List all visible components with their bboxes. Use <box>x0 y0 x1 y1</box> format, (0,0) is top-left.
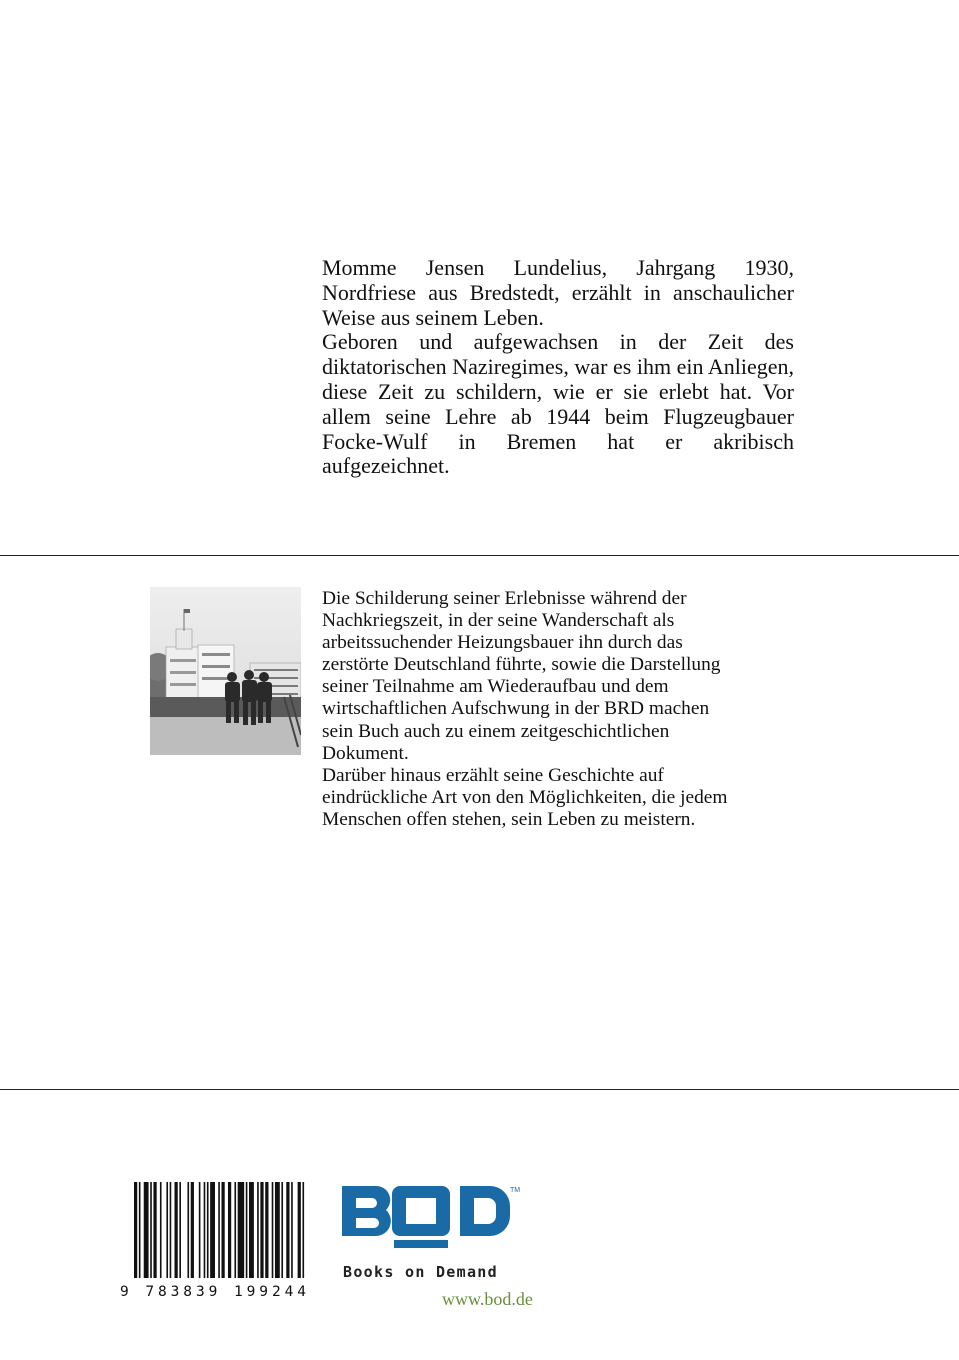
barcode-bar <box>210 1182 215 1278</box>
barcode-bar <box>249 1182 254 1278</box>
barcode-bar <box>281 1182 283 1278</box>
barcode-bar <box>265 1182 268 1278</box>
text-line: arbeitssuchender Heizungsbauer ihn durch das <box>322 632 683 654</box>
blurb-bottom-paragraph-2 <box>322 765 798 831</box>
barcode-bar <box>275 1182 280 1278</box>
barcode-bar <box>199 1182 201 1278</box>
barcode-bar <box>260 1182 263 1278</box>
barcode-bar <box>150 1182 152 1278</box>
barcode-bar <box>166 1182 168 1278</box>
barcode-bar <box>246 1182 248 1278</box>
barcode-bar <box>144 1182 149 1278</box>
barcode-bar <box>302 1182 304 1278</box>
text-line: Die Schilderung seiner Erlebnisse während der <box>322 588 687 609</box>
text-line: Dokument. <box>322 742 409 764</box>
barcode-bar <box>134 1182 137 1278</box>
author-photo <box>150 587 301 755</box>
barcode-bar <box>153 1182 156 1278</box>
barcode-bar <box>139 1182 141 1278</box>
isbn-digits: 9 783839 199244 <box>120 1284 306 1298</box>
barcode-bar <box>228 1182 231 1278</box>
text-line: zerstörte Deutschland führte, sowie die Darstellung <box>322 654 721 676</box>
text-line: eindrückliche Art von den Möglichkeiten, die jedem <box>322 786 728 808</box>
barcode-bar <box>238 1182 244 1278</box>
text-line: Menschen offen stehen, sein Leben zu meistern. <box>322 808 696 830</box>
barcode-bar <box>286 1182 289 1278</box>
divider-line-top <box>0 555 959 556</box>
divider-line-bottom <box>0 1089 959 1090</box>
barcode-bar <box>179 1182 181 1278</box>
blurb-bottom-paragraph-1 <box>322 588 798 765</box>
barcode-bar <box>221 1182 224 1278</box>
barcode-bar <box>160 1182 162 1278</box>
back-cover-blurb-top <box>322 256 794 479</box>
publisher-url: www.bod.de <box>442 1289 533 1309</box>
barcode-bar <box>298 1182 301 1278</box>
text-line: wirtschaftlichen Aufschwung in der BRD machen <box>322 698 710 720</box>
text-line: Darüber hinaus erzählt seine Geschichte auf <box>322 764 664 786</box>
barcode-bar <box>204 1182 206 1278</box>
text-line: Nachkriegszeit, in der seine Wanderschaft als <box>322 610 675 632</box>
isbn-barcode <box>120 1182 308 1298</box>
blurb-paragraph-1: Momme Jensen Lundelius, Jahrgang 1930, Nordfriese aus Bredstedt, erzählt in anschaulicher Weise aus seinem Leben. <box>322 255 794 330</box>
blurb-paragraph-2: Geboren und aufgewachsen in der Zeit des diktatorischen Naziregimes, war es ihm ein Anliegen, diese Zeit zu schildern, wie er sie erlebt hat. Vor allem seine Lehre ab 1944 beim Flugzeugbauer Focke-Wulf in Bremen hat er akribisch aufgezeichnet. <box>322 329 794 479</box>
publisher-tagline: Books on Demand <box>343 1263 498 1281</box>
barcode-bar <box>207 1182 209 1278</box>
barcode-bar <box>175 1182 178 1278</box>
back-cover-blurb-bottom <box>322 588 798 831</box>
barcode-bar <box>234 1182 236 1278</box>
barcode-bar <box>272 1182 274 1278</box>
trademark-symbol: TM <box>510 1187 521 1194</box>
barcode-bar <box>170 1182 172 1278</box>
text-line: seiner Teilnahme am Wiederaufbau und dem <box>322 676 669 698</box>
text-line: sein Buch auch zu einem zeitgeschichtlichen <box>322 720 670 742</box>
barcode-bar <box>191 1182 194 1278</box>
barcode-bar <box>187 1182 189 1278</box>
barcode-bar <box>257 1182 259 1278</box>
barcode-bar <box>291 1182 293 1278</box>
barcode-bar <box>218 1182 220 1278</box>
